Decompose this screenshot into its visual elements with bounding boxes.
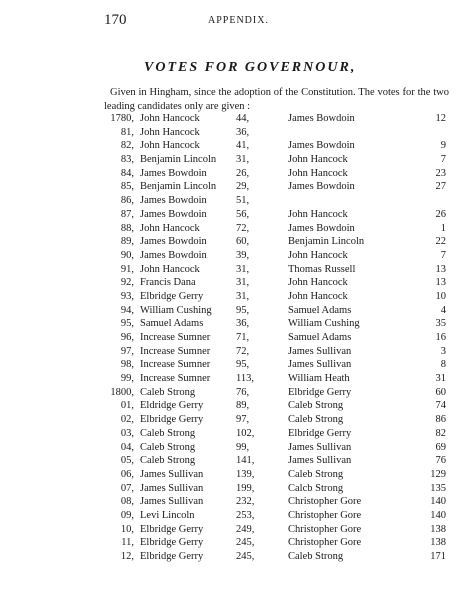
- year-cell: 04,: [120, 441, 134, 453]
- year-cell: 91,: [120, 263, 134, 275]
- leading-votes: 39,: [236, 249, 250, 261]
- year-cell: 09,: [120, 509, 134, 521]
- year-cell: 85,: [120, 181, 134, 193]
- table-row: [100, 290, 450, 304]
- table-row: [100, 194, 450, 208]
- table-row: [100, 235, 450, 249]
- year-cell: 02,: [120, 414, 134, 426]
- table-row: [100, 139, 450, 153]
- leading-votes: 139,: [236, 468, 255, 480]
- year-cell: 98,: [120, 359, 134, 371]
- second-candidate: William Cushing: [288, 318, 360, 330]
- leading-votes: 76,: [236, 386, 250, 398]
- table-row: [100, 167, 450, 181]
- year-cell: 97,: [120, 345, 134, 357]
- leading-votes: 97,: [236, 414, 250, 426]
- year-cell: 11,: [121, 537, 134, 549]
- leading-candidate: John Hancock: [140, 126, 200, 138]
- second-candidate: James Sullivan: [288, 441, 352, 453]
- page-title: VOTES FOR GOVERNOUR,: [144, 60, 357, 75]
- leading-votes: 29,: [236, 181, 250, 193]
- leading-candidate: Levi Lincoln: [140, 509, 195, 521]
- year-cell: 05,: [120, 455, 134, 467]
- second-votes: 129: [430, 468, 446, 480]
- year-cell: 07,: [120, 482, 134, 494]
- second-votes: 69: [435, 441, 446, 453]
- year-cell: 01,: [120, 400, 134, 412]
- second-candidate: Caleb Strong: [288, 551, 344, 562]
- second-candidate: William Heath: [288, 373, 350, 385]
- table-row: [100, 495, 450, 509]
- second-votes: 9: [440, 140, 446, 152]
- intro-paragraph: [104, 86, 449, 114]
- second-candidate: John Hancock: [288, 167, 348, 179]
- year-cell: 86,: [120, 195, 134, 207]
- leading-votes: 31,: [236, 263, 250, 275]
- year-cell: 12,: [120, 551, 134, 562]
- table-row: [100, 126, 450, 140]
- leading-candidate: James Bowdoin: [140, 167, 207, 179]
- leading-candidate: Benjamin Lincoln: [140, 154, 217, 166]
- second-candidate: James Sullivan: [288, 345, 352, 357]
- second-candidate: James Bowdoin: [288, 181, 355, 193]
- second-candidate: John Hancock: [288, 249, 348, 261]
- year-cell: 99,: [120, 373, 134, 385]
- table-row: [100, 441, 450, 455]
- second-votes: 13: [435, 277, 446, 289]
- table-row: [100, 304, 450, 318]
- leading-votes: 36,: [236, 318, 250, 330]
- leading-candidate: Elbridge Gerry: [140, 537, 204, 549]
- leading-candidate: John Hancock: [140, 140, 200, 152]
- leading-votes: 95,: [236, 304, 250, 316]
- leading-candidate: James Bowdoin: [140, 208, 207, 220]
- year-cell: 89,: [120, 236, 134, 248]
- second-votes: 16: [435, 332, 446, 343]
- second-votes: 140: [430, 509, 446, 521]
- intro-text: Given in Hingham, since the adoption of the Constitution. The votes for the two leading candidates only are given :: [104, 87, 449, 112]
- second-votes: 140: [430, 496, 446, 508]
- second-candidate: Christopher Gore: [288, 509, 362, 521]
- table-row: [100, 317, 450, 331]
- year-cell: 94,: [120, 304, 134, 316]
- second-candidate: Elbridge Gerry: [288, 386, 352, 398]
- leading-votes: 31,: [236, 290, 250, 302]
- second-candidate: John Hancock: [288, 154, 348, 166]
- leading-votes: 95,: [236, 359, 250, 371]
- leading-candidate: Elbridge Gerry: [140, 523, 204, 535]
- year-cell: 83,: [120, 154, 134, 166]
- table-row: [100, 345, 450, 359]
- second-votes: 31: [435, 373, 446, 385]
- table-row: [100, 523, 450, 537]
- leading-candidate: Caleb Strong: [140, 441, 196, 453]
- second-votes: 135: [430, 482, 446, 494]
- leading-votes: 245,: [236, 537, 255, 549]
- year-cell: 93,: [120, 290, 134, 302]
- second-candidate: Samuel Adams: [288, 304, 352, 316]
- second-votes: 7: [440, 249, 446, 261]
- table-row: [100, 208, 450, 222]
- table-row: [100, 358, 450, 372]
- leading-candidate: Eldridge Gerry: [140, 400, 204, 412]
- second-candidate: James Bowdoin: [288, 140, 355, 152]
- second-votes: 7: [440, 154, 446, 166]
- leading-candidate: Increase Sumner: [140, 332, 211, 343]
- second-votes: 4: [440, 304, 446, 316]
- leading-votes: 72,: [236, 222, 250, 234]
- second-votes: 23: [435, 167, 446, 179]
- running-head: APPENDIX.: [208, 15, 269, 26]
- leading-candidate: Caleb Strong: [140, 455, 196, 467]
- year-cell: 81,: [120, 126, 134, 138]
- table-row: [100, 386, 450, 400]
- leading-candidate: James Bowdoin: [140, 236, 207, 248]
- second-candidate: James Sullivan: [288, 455, 352, 467]
- leading-votes: 31,: [236, 277, 250, 289]
- leading-votes: 232,: [236, 496, 255, 508]
- table-row: [100, 454, 450, 468]
- year-cell: 06,: [120, 468, 134, 480]
- table-row: [100, 263, 450, 277]
- votes-table: [100, 112, 450, 564]
- leading-votes: 113,: [236, 373, 254, 385]
- second-candidate: Benjamin Lincoln: [288, 236, 365, 248]
- year-cell: 1780,: [110, 113, 134, 124]
- year-cell: 88,: [120, 222, 134, 234]
- table-row: [100, 468, 450, 482]
- leading-votes: 102,: [236, 427, 255, 439]
- year-cell: 10,: [120, 523, 134, 535]
- table-row: [100, 372, 450, 386]
- leading-candidate: William Cushing: [140, 304, 212, 316]
- second-candidate: John Hancock: [288, 277, 348, 289]
- second-candidate: Caleb Strong: [288, 468, 344, 480]
- leading-votes: 141,: [236, 455, 255, 467]
- second-votes: 138: [430, 537, 446, 549]
- page-number: 170: [104, 12, 127, 28]
- second-votes: 35: [435, 318, 446, 330]
- leading-candidate: Elbridge Gerry: [140, 414, 204, 426]
- second-votes: 86: [435, 414, 446, 426]
- second-candidate: Christopher Gore: [288, 537, 362, 549]
- leading-votes: 41,: [236, 140, 250, 152]
- second-candidate: James Sullivan: [288, 359, 352, 371]
- leading-votes: 44,: [236, 113, 250, 124]
- table-row: [100, 536, 450, 550]
- leading-votes: 26,: [236, 167, 250, 179]
- leading-candidate: John Hancock: [140, 222, 200, 234]
- second-candidate: John Hancock: [288, 208, 348, 220]
- second-votes: 12: [435, 113, 446, 124]
- second-candidate: James Bowdoin: [288, 113, 355, 124]
- second-candidate: Caleb Strong: [288, 400, 344, 412]
- table-row: [100, 276, 450, 290]
- leading-candidate: Increase Sumner: [140, 359, 211, 371]
- table-row: [100, 399, 450, 413]
- leading-candidate: Benjamin Lincoln: [140, 181, 217, 193]
- second-votes: 171: [430, 551, 446, 562]
- second-votes: 27: [435, 181, 446, 193]
- table-row: [100, 112, 450, 126]
- table-row: [100, 331, 450, 345]
- leading-candidate: Increase Sumner: [140, 373, 211, 385]
- table-row: [100, 180, 450, 194]
- year-cell: 1800,: [110, 386, 134, 398]
- leading-votes: 199,: [236, 482, 255, 494]
- year-cell: 84,: [120, 167, 134, 179]
- year-cell: 92,: [120, 277, 134, 289]
- leading-candidate: John Hancock: [140, 263, 200, 275]
- leading-votes: 245,: [236, 551, 255, 562]
- table-row: [100, 482, 450, 496]
- second-candidate: Calcb Strong: [288, 482, 344, 494]
- second-candidate: Caleb Strong: [288, 414, 344, 426]
- second-votes: 26: [435, 208, 446, 220]
- leading-candidate: James Sullivan: [140, 468, 204, 480]
- leading-votes: 60,: [236, 236, 250, 248]
- table-row: [100, 509, 450, 523]
- second-votes: 60: [435, 386, 446, 398]
- leading-votes: 71,: [236, 332, 250, 343]
- leading-candidate: Caleb Strong: [140, 427, 196, 439]
- table-row: [100, 222, 450, 236]
- second-votes: 74: [435, 400, 446, 412]
- leading-candidate: Elbridge Gerry: [140, 290, 204, 302]
- second-votes: 138: [430, 523, 446, 535]
- table-row: [100, 249, 450, 263]
- leading-candidate: James Sullivan: [140, 496, 204, 508]
- leading-candidate: James Sullivan: [140, 482, 204, 494]
- second-votes: 3: [440, 345, 446, 357]
- second-candidate: James Bowdoin: [288, 222, 355, 234]
- second-votes: 10: [435, 290, 446, 302]
- year-cell: 87,: [120, 208, 134, 220]
- second-votes: 8: [440, 359, 446, 371]
- leading-votes: 89,: [236, 400, 250, 412]
- year-cell: 90,: [120, 249, 134, 261]
- leading-candidate: John Hancock: [140, 113, 200, 124]
- second-candidate: John Hancock: [288, 290, 348, 302]
- leading-candidate: Caleb Strong: [140, 386, 196, 398]
- table-row: [100, 550, 450, 564]
- second-votes: 1: [440, 222, 446, 234]
- second-candidate: Christopher Gore: [288, 496, 362, 508]
- leading-candidate: James Bowdoin: [140, 249, 207, 261]
- leading-candidate: James Bowdoin: [140, 195, 207, 207]
- year-cell: 96,: [120, 332, 134, 343]
- year-cell: 03,: [120, 427, 134, 439]
- second-votes: 13: [435, 263, 446, 275]
- leading-votes: 99,: [236, 441, 250, 453]
- second-candidate: Elbridge Gerry: [288, 427, 352, 439]
- second-candidate: Samuel Adams: [288, 332, 352, 343]
- second-candidate: Christopher Gore: [288, 523, 362, 535]
- second-votes: 76: [435, 455, 446, 467]
- leading-candidate: Francis Dana: [140, 277, 196, 289]
- second-candidate: Thomas Russell: [288, 263, 356, 275]
- leading-candidate: Samuel Adams: [140, 318, 204, 330]
- leading-candidate: Increase Sumner: [140, 345, 211, 357]
- leading-votes: 249,: [236, 523, 255, 535]
- year-cell: 08,: [120, 496, 134, 508]
- leading-votes: 72,: [236, 345, 250, 357]
- leading-votes: 56,: [236, 208, 250, 220]
- year-cell: 82,: [120, 140, 134, 152]
- leading-votes: 31,: [236, 154, 250, 166]
- second-votes: 82: [435, 427, 446, 439]
- leading-votes: 51,: [236, 195, 250, 207]
- table-row: [100, 413, 450, 427]
- year-cell: 95,: [120, 318, 134, 330]
- leading-votes: 253,: [236, 509, 255, 521]
- second-votes: 22: [435, 236, 446, 248]
- table-row: [100, 153, 450, 167]
- leading-candidate: Elbridge Gerry: [140, 551, 204, 562]
- leading-votes: 36,: [236, 126, 250, 138]
- table-row: [100, 427, 450, 441]
